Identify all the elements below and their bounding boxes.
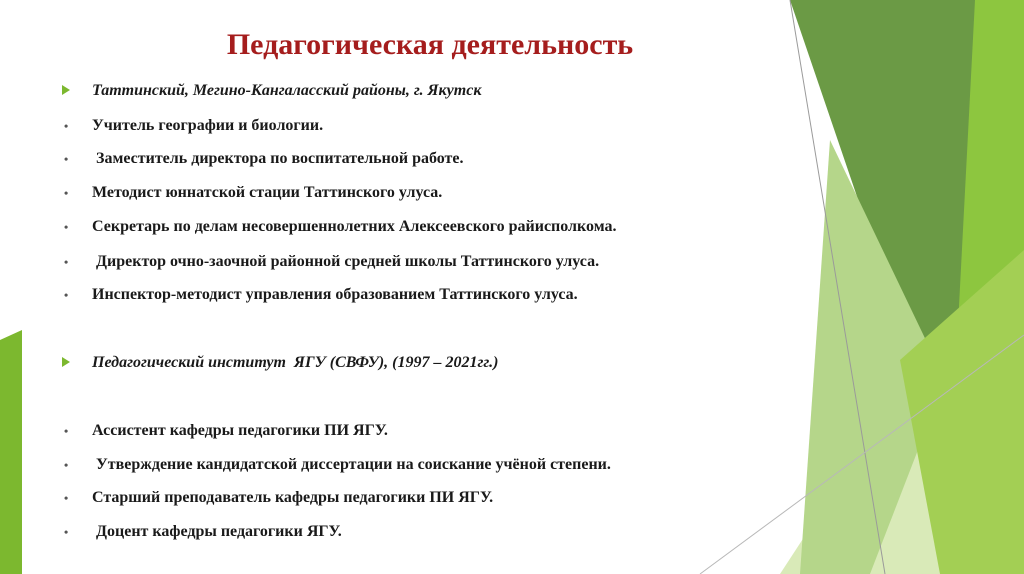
list-item xyxy=(58,453,611,477)
bullet-icon: • xyxy=(64,255,69,269)
list-item-text: Доцент кафедры педагогики ЯГУ. xyxy=(92,523,342,540)
bullet-icon: • xyxy=(64,220,69,234)
list-item-text: Учитель географии и биологии. xyxy=(92,117,324,134)
list-item xyxy=(58,419,388,443)
slide-title: Педагогическая деятельность xyxy=(226,28,634,61)
list-item-text: Педагогический институт ЯГУ (СВФУ), (1997 – 2021гг.) xyxy=(92,354,499,371)
list-item-text: Инспектор-методист управления образованием Таттинского улуса. xyxy=(92,286,578,303)
list-item-text: Старший преподаватель кафедры педагогики ПИ ЯГУ. xyxy=(92,489,494,506)
bullet-icon: • xyxy=(64,525,69,539)
list-item-text: Директор очно-заочной районной средней школы Таттинского улуса. xyxy=(92,253,600,270)
list-item xyxy=(58,486,493,510)
bullet-icon: • xyxy=(64,458,69,472)
left-green-strip xyxy=(0,330,22,574)
list-item-text: Методист юннатской стации Таттинского улуса. xyxy=(92,184,443,201)
bullet-icon: • xyxy=(64,491,69,505)
list-item xyxy=(58,250,599,274)
triangle-bullet-icon xyxy=(58,354,92,372)
bullet-icon: • xyxy=(64,288,69,302)
list-item xyxy=(58,215,617,239)
list-item xyxy=(58,114,323,138)
list-item xyxy=(58,181,442,205)
list-item-text: Заместитель директора по воспитательной работе. xyxy=(92,150,464,167)
list-item-text: Секретарь по делам несовершеннолетних Алексеевского райисполкома. xyxy=(92,218,617,235)
list-item-text: Ассистент кафедры педагогики ПИ ЯГУ. xyxy=(92,422,388,439)
list-item xyxy=(58,283,578,307)
bullet-icon: • xyxy=(64,186,69,200)
bullet-icon: • xyxy=(64,152,69,166)
list-item xyxy=(58,520,342,544)
list-item xyxy=(58,147,464,171)
bullet-icon: • xyxy=(64,424,69,438)
list-item-text: Таттинский, Мегино-Кангаласский районы, г. Якутск xyxy=(92,82,482,99)
list-item-region-header xyxy=(58,79,481,103)
bullet-icon: • xyxy=(64,119,69,133)
triangle-bullet-icon xyxy=(58,82,92,100)
list-item-institute-header xyxy=(58,351,498,375)
list-item-text: Утверждение кандидатской диссертации на соискание учёной степени. xyxy=(92,456,611,473)
